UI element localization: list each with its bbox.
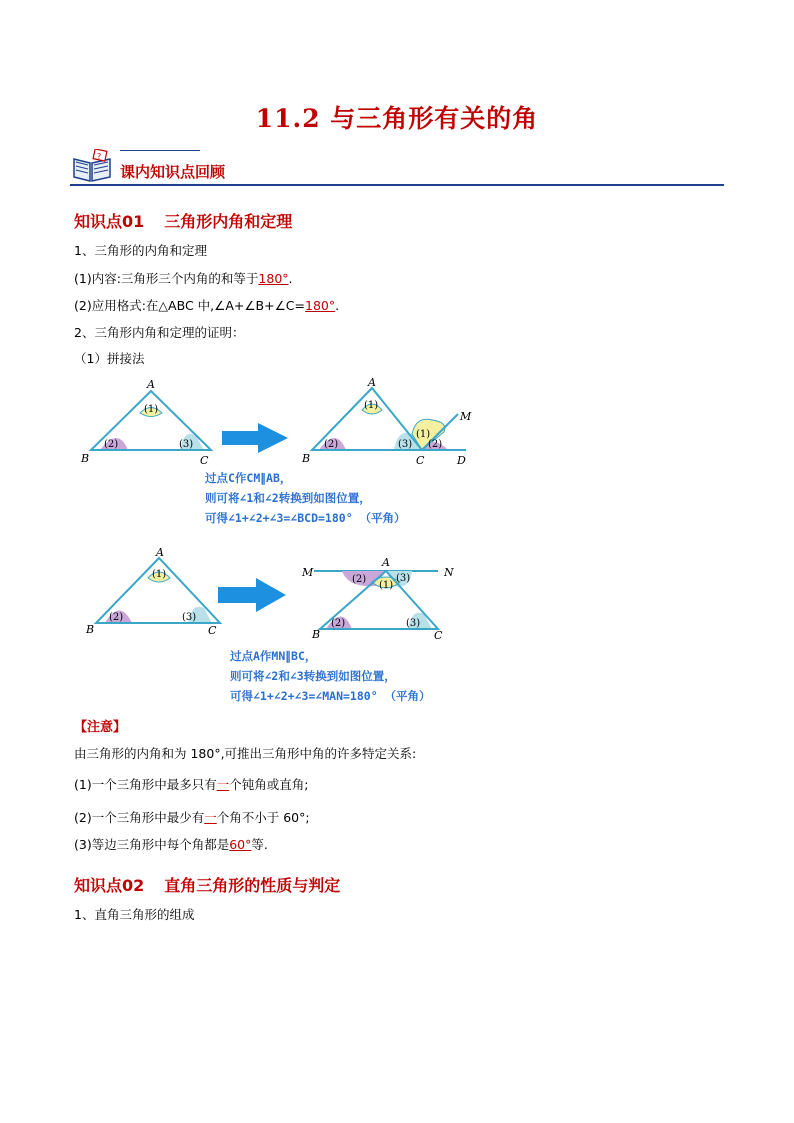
- caption-line: 可得∠1+∠2+∠3=∠MAN=180° （平角）: [230, 689, 431, 703]
- figure-1: [76, 376, 486, 468]
- text-segment: 个角不小于 60°;: [216, 810, 310, 825]
- angle-label: (1): [364, 400, 379, 411]
- angle-label: (3): [396, 573, 411, 584]
- vertex-label: B: [302, 452, 311, 465]
- section-title: 直角三角形的性质与判定: [164, 876, 341, 895]
- caption-line: 则可将∠2和∠3转换到如图位置，: [230, 669, 396, 683]
- angle-label: (1): [416, 429, 431, 440]
- arrow-icon: [222, 423, 288, 453]
- arrow-icon: [218, 578, 286, 612]
- vertex-label: M: [302, 566, 314, 579]
- text-segment: (1)一个三角形中最多只有: [74, 777, 217, 792]
- angle-label: (2): [104, 439, 119, 450]
- vertex-label: C: [208, 624, 217, 637]
- angle-label: (1): [152, 569, 167, 580]
- text-line: [74, 775, 308, 793]
- text-line: [74, 269, 293, 287]
- angle-label: (2): [428, 439, 443, 450]
- vertex-label: B: [312, 628, 321, 641]
- section-heading-2: [74, 873, 340, 896]
- section-title: 三角形内角和定理: [164, 212, 293, 231]
- caption-line: 可得∠1+∠2+∠3=∠BCD=180° （平角）: [205, 511, 406, 525]
- text-segment: .: [335, 298, 340, 313]
- header-topline: [120, 150, 200, 151]
- text-line: 2、三角形内角和定理的证明：: [74, 325, 245, 340]
- section-heading-1: [74, 209, 292, 232]
- note-label: 【注意】: [74, 720, 127, 735]
- vertex-label: B: [81, 452, 90, 465]
- angle-label: (3): [182, 612, 197, 623]
- vertex-label: D: [457, 454, 466, 467]
- vertex-label: C: [416, 454, 425, 467]
- angle-label: (2): [324, 439, 339, 450]
- figure-2: [80, 546, 480, 642]
- text-segment: (2)一个三角形中最少有: [74, 810, 205, 825]
- angle-label: (3): [398, 439, 413, 450]
- answer: 一: [204, 810, 217, 825]
- vertex-label: C: [434, 629, 443, 642]
- answer: 60°: [229, 837, 252, 852]
- text-segment: 等.: [251, 837, 268, 852]
- vertex-label: M: [460, 410, 472, 423]
- section-number: 知识点02: [74, 876, 145, 895]
- angle-label: (3): [179, 439, 194, 450]
- text-segment: .: [288, 271, 293, 286]
- text-line: 1、三角形的内角和定理: [74, 243, 207, 258]
- angle-label: (2): [331, 618, 346, 629]
- caption-line: 过点A作MN∥BC，: [230, 649, 317, 663]
- text-line: 由三角形的内角和为 180°,可推出三角形中角的许多特定关系:: [74, 746, 417, 761]
- text-segment: (3)等边三角形中每个角都是: [74, 837, 230, 852]
- angle-label: (2): [352, 574, 367, 585]
- text-segment: (2)应用格式:在△ABC 中,∠A+∠B+∠C=: [74, 298, 306, 313]
- vertex-label: B: [86, 623, 95, 636]
- answer: 180°: [258, 271, 289, 286]
- vertex-label: A: [368, 376, 376, 389]
- text-line: [74, 296, 339, 314]
- angle-label: (1): [144, 404, 159, 415]
- angle-label: (1): [379, 580, 394, 591]
- vertex-label: A: [156, 546, 164, 559]
- text-line: 1、直角三角形的组成: [74, 907, 195, 922]
- page-title: 11.2 与三角形有关的角: [255, 104, 539, 133]
- angle-label: (3): [406, 618, 421, 629]
- vertex-label: C: [200, 454, 209, 467]
- section-header: [70, 145, 724, 187]
- answer: 一: [216, 777, 230, 792]
- answer: 180°: [305, 298, 336, 313]
- caption-line: 则可将∠1和∠2转换到如图位置，: [205, 491, 371, 505]
- header-label: 课内知识点回顾: [120, 163, 226, 181]
- text-line: （1）拼接法: [74, 351, 145, 366]
- caption-line: 过点C作CM∥AB，: [205, 471, 292, 485]
- figure-1-caption: [205, 468, 406, 528]
- angle-label: (2): [109, 612, 124, 623]
- text-line: [74, 835, 268, 853]
- svg-text:?: ?: [97, 152, 102, 161]
- vertex-label: A: [147, 378, 155, 391]
- vertex-label: N: [444, 566, 454, 579]
- text-line: [74, 808, 310, 826]
- book-icon: [72, 149, 112, 183]
- header-rule: [70, 184, 724, 186]
- section-number: 知识点01: [74, 212, 145, 231]
- figure-2-caption: [230, 646, 431, 706]
- text-segment: 个钝角或直角;: [229, 777, 309, 792]
- text-segment: (1)内容:三角形三个内角的和等于: [74, 271, 259, 286]
- vertex-label: A: [382, 556, 390, 569]
